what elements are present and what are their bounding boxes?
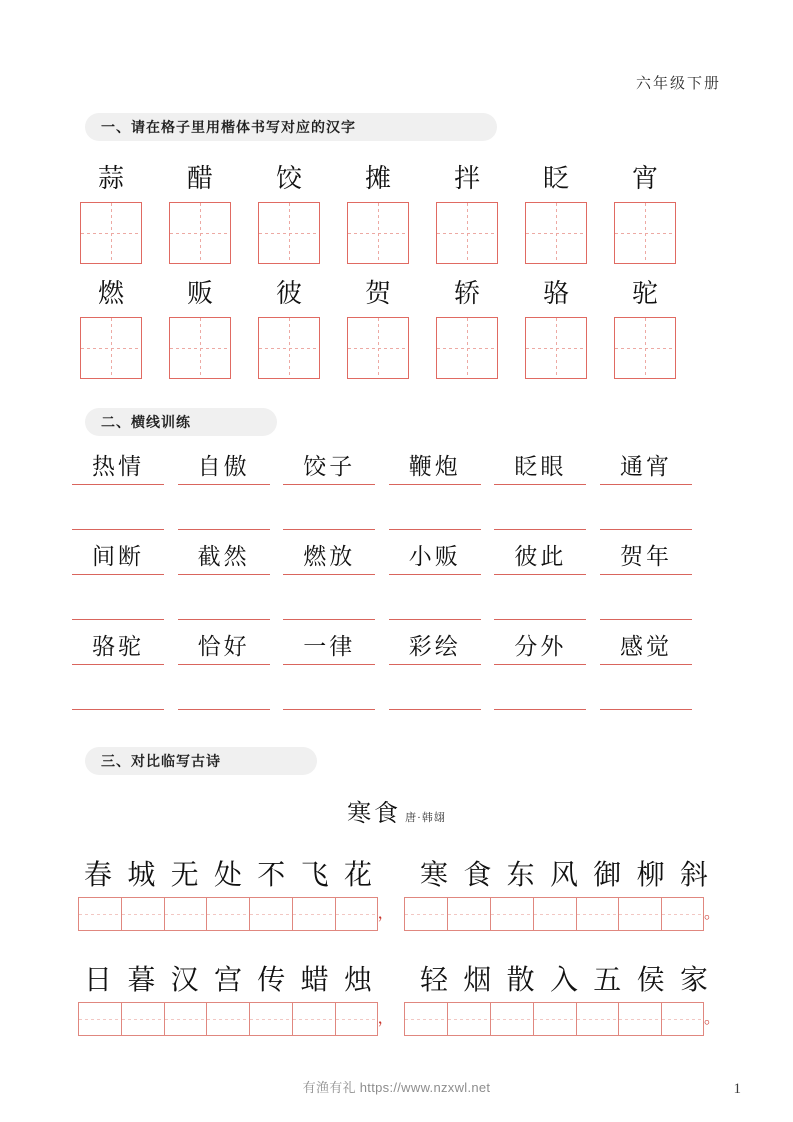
word-underline: [389, 664, 481, 665]
word-practice-line-3: [72, 632, 692, 710]
word-text: 眨眼: [514, 454, 567, 479]
poem-char: 烟: [463, 965, 492, 996]
tianzige-box[interactable]: [614, 317, 676, 379]
word-underline: [389, 484, 481, 485]
tianzige-box[interactable]: [525, 202, 587, 264]
model-character: 摊: [364, 164, 391, 193]
poem-grid-box[interactable]: [661, 1002, 704, 1036]
blank-line[interactable]: [178, 709, 270, 710]
word-practice-line-2: [72, 542, 692, 620]
word-text: 通宵: [619, 454, 672, 479]
poem-char: 春: [83, 860, 112, 891]
poem-grid-box[interactable]: [661, 897, 704, 931]
word-underline: [283, 484, 375, 485]
poem-char: 花: [343, 860, 372, 891]
word-item: [494, 452, 586, 485]
poem-char: 宫: [213, 965, 242, 996]
poem-grid-box[interactable]: [490, 1002, 533, 1036]
word-practice-line-1: [72, 452, 692, 530]
section-three-title: 三、对比临写古诗: [85, 747, 317, 775]
poem-grid-box[interactable]: [78, 897, 121, 931]
character-cell: [434, 162, 500, 264]
word-item: [72, 542, 164, 575]
tianzige-box[interactable]: [258, 202, 320, 264]
word-underline: [494, 484, 586, 485]
word-underline: [600, 484, 692, 485]
character-cell: [167, 277, 233, 379]
word-underline: [72, 574, 164, 575]
character-cell: [345, 162, 411, 264]
word-underline: [178, 484, 270, 485]
word-item: [389, 632, 481, 665]
blank-line[interactable]: [389, 709, 481, 710]
character-cell: [612, 162, 678, 264]
model-character: 宵: [631, 164, 658, 193]
word-item: [283, 452, 375, 485]
tianzige-box[interactable]: [80, 317, 142, 379]
model-character: 饺: [275, 164, 302, 193]
poem-char: 不: [257, 860, 286, 891]
poem-model-chars: [78, 858, 718, 894]
blank-practice-row: [72, 709, 692, 710]
poem-grid-box[interactable]: [404, 1002, 447, 1036]
word-underline: [494, 664, 586, 665]
poem-grid-box[interactable]: [618, 1002, 661, 1036]
poem-grid-left: [78, 897, 378, 931]
poem-title: 寒食: [347, 801, 402, 827]
poem-grid-box[interactable]: [447, 1002, 490, 1036]
word-underline: [178, 574, 270, 575]
blank-line[interactable]: [389, 619, 481, 620]
tianzige-box[interactable]: [258, 317, 320, 379]
poem-char: 汉: [170, 965, 199, 996]
poem-grid-box[interactable]: [78, 1002, 121, 1036]
word-item: [178, 542, 270, 575]
poem-punctuation: ，: [377, 1010, 394, 1027]
word-row: [72, 542, 692, 575]
poem-char: 烛: [343, 965, 372, 996]
poem-char: 入: [549, 965, 578, 996]
poem-grid-box[interactable]: [335, 1002, 378, 1036]
model-character: 蒜: [97, 164, 124, 193]
poem-grid-box[interactable]: [447, 897, 490, 931]
poem-grid-box[interactable]: [576, 1002, 619, 1036]
blank-line[interactable]: [283, 709, 375, 710]
page-number: 1: [733, 1081, 741, 1097]
poem-char: 斜: [679, 860, 708, 891]
word-item: [494, 542, 586, 575]
grade-label: 六年级下册: [635, 76, 721, 92]
model-character: 拌: [453, 164, 480, 193]
tianzige-box[interactable]: [436, 317, 498, 379]
character-cell: [78, 277, 144, 379]
word-text: 鞭炮: [408, 454, 461, 479]
word-text: 恰好: [197, 634, 250, 659]
poem-stanza-2: [78, 963, 721, 1036]
poem-punctuation: 。: [704, 905, 721, 922]
character-cell: [345, 277, 411, 379]
word-text: 贺年: [619, 544, 672, 569]
word-item: [283, 542, 375, 575]
word-text: 一律: [303, 634, 356, 659]
word-underline: [389, 574, 481, 575]
section-one-title: 一、请在格子里用楷体书写对应的汉字: [85, 113, 497, 141]
poem-char: 轻: [419, 965, 448, 996]
character-cell: [434, 277, 500, 379]
word-text: 自傲: [197, 454, 250, 479]
model-character: 燃: [97, 279, 124, 308]
character-cell: [256, 277, 322, 379]
blank-line[interactable]: [283, 619, 375, 620]
poem-char: 御: [593, 860, 622, 891]
poem-char: 散: [506, 965, 535, 996]
model-character: 贩: [186, 279, 213, 308]
character-cell: [256, 162, 322, 264]
poem-char: 处: [213, 860, 242, 891]
word-text: 感觉: [619, 634, 672, 659]
poem-char: 无: [170, 860, 199, 891]
word-text: 间断: [92, 544, 144, 569]
poem-char: 风: [549, 860, 578, 891]
word-item: [72, 632, 164, 665]
character-cell: [523, 162, 589, 264]
word-item: [178, 452, 270, 485]
word-underline: [178, 664, 270, 665]
model-character: 轿: [453, 279, 480, 308]
tianzige-box[interactable]: [169, 202, 231, 264]
word-text: 截然: [197, 544, 250, 569]
character-cell: [78, 162, 144, 264]
blank-practice-row: [72, 619, 692, 620]
poem-char: 飞: [300, 860, 329, 891]
word-row: [72, 452, 692, 485]
poem-grid-box[interactable]: [335, 897, 378, 931]
poem-grid-box[interactable]: [121, 897, 164, 931]
poem-grid-box[interactable]: [164, 1002, 207, 1036]
blank-line[interactable]: [600, 619, 692, 620]
poem-grid-box[interactable]: [618, 897, 661, 931]
poem-char: 日: [83, 965, 112, 996]
poem-half-left: [78, 963, 378, 999]
word-text: 热情: [92, 454, 144, 479]
tianzige-box[interactable]: [80, 202, 142, 264]
poem-grid-box[interactable]: [206, 897, 249, 931]
poem-grid-left: [78, 1002, 378, 1036]
word-item: [600, 542, 692, 575]
poem-char: 蜡: [300, 965, 329, 996]
blank-line[interactable]: [389, 529, 481, 530]
footer-credit: 有渔有礼 https://www.nzxwl.net: [302, 1080, 491, 1095]
word-underline: [72, 484, 164, 485]
model-character: 彼: [275, 279, 302, 308]
character-cell: [523, 277, 589, 379]
word-underline: [283, 664, 375, 665]
character-row-2: [78, 277, 678, 379]
word-item: [178, 632, 270, 665]
blank-line[interactable]: [72, 709, 164, 710]
poem-grid-box[interactable]: [249, 897, 292, 931]
poem-char: 五: [593, 965, 622, 996]
poem-grid-right: [404, 1002, 704, 1036]
poem-grid-box[interactable]: [292, 897, 335, 931]
word-text: 分外: [514, 634, 567, 659]
poem-grid-box[interactable]: [121, 1002, 164, 1036]
word-underline: [72, 664, 164, 665]
poem-char: 柳: [636, 860, 665, 891]
poem-grid-box[interactable]: [164, 897, 207, 931]
poem-grid-box[interactable]: [533, 1002, 576, 1036]
poem-char: 侯: [636, 965, 665, 996]
word-text: 彩绘: [408, 634, 461, 659]
tianzige-box[interactable]: [436, 202, 498, 264]
word-text: 骆驼: [92, 634, 144, 659]
model-character: 骆: [542, 279, 569, 308]
character-cell: [612, 277, 678, 379]
word-item: [389, 542, 481, 575]
blank-line[interactable]: [283, 529, 375, 530]
poem-grid-box[interactable]: [206, 1002, 249, 1036]
poem-punctuation: 。: [704, 1010, 721, 1027]
blank-line[interactable]: [72, 529, 164, 530]
character-row-1: [78, 162, 678, 264]
word-item: [283, 632, 375, 665]
blank-line[interactable]: [178, 529, 270, 530]
poem-heading: [0, 800, 793, 828]
word-underline: [494, 574, 586, 575]
blank-line[interactable]: [494, 709, 586, 710]
word-underline: [600, 574, 692, 575]
model-character: 贺: [364, 279, 391, 308]
blank-line[interactable]: [494, 529, 586, 530]
word-text: 小贩: [408, 544, 461, 569]
word-item: [494, 632, 586, 665]
poem-half-right: [414, 858, 714, 894]
poem-char: 城: [127, 860, 156, 891]
poem-punctuation: ，: [377, 905, 394, 922]
poem-grid-box[interactable]: [533, 897, 576, 931]
poem-char: 寒: [419, 860, 448, 891]
poem-stanza-1: [78, 858, 721, 931]
tianzige-box[interactable]: [347, 317, 409, 379]
model-character: 驼: [631, 279, 658, 308]
model-character: 醋: [186, 164, 213, 193]
blank-line[interactable]: [178, 619, 270, 620]
poem-grid-box[interactable]: [576, 897, 619, 931]
poem-char: 食: [463, 860, 492, 891]
model-character: 眨: [542, 164, 569, 193]
blank-line[interactable]: [494, 619, 586, 620]
poem-writing-grid: [78, 1002, 721, 1036]
word-underline: [600, 664, 692, 665]
word-text: 饺子: [303, 454, 356, 479]
character-cell: [167, 162, 233, 264]
blank-line[interactable]: [600, 529, 692, 530]
blank-line[interactable]: [72, 619, 164, 620]
tianzige-box[interactable]: [614, 202, 676, 264]
header: [636, 72, 721, 93]
poem-grid-box[interactable]: [490, 897, 533, 931]
word-text: 燃放: [303, 544, 356, 569]
poem-grid-right: [404, 897, 704, 931]
tianzige-box[interactable]: [525, 317, 587, 379]
word-item: [389, 452, 481, 485]
tianzige-box[interactable]: [347, 202, 409, 264]
poem-char: 暮: [127, 965, 156, 996]
poem-grid-box[interactable]: [292, 1002, 335, 1036]
word-item: [600, 632, 692, 665]
word-text: 彼此: [514, 544, 567, 569]
poem-char: 东: [506, 860, 535, 891]
poem-grid-box[interactable]: [249, 1002, 292, 1036]
blank-practice-row: [72, 529, 692, 530]
poem-grid-box[interactable]: [404, 897, 447, 931]
section-two-title: 二、横线训练: [85, 408, 277, 436]
tianzige-box[interactable]: [169, 317, 231, 379]
word-underline: [283, 574, 375, 575]
word-item: [600, 452, 692, 485]
poem-writing-grid: [78, 897, 721, 931]
poem-model-chars: [78, 963, 718, 999]
poem-char: 家: [679, 965, 708, 996]
word-item: [72, 452, 164, 485]
word-row: [72, 632, 692, 665]
blank-line[interactable]: [600, 709, 692, 710]
poem-author: 唐·韩翃: [405, 812, 446, 824]
poem-char: 传: [257, 965, 286, 996]
poem-half-left: [78, 858, 378, 894]
poem-half-right: [414, 963, 714, 999]
